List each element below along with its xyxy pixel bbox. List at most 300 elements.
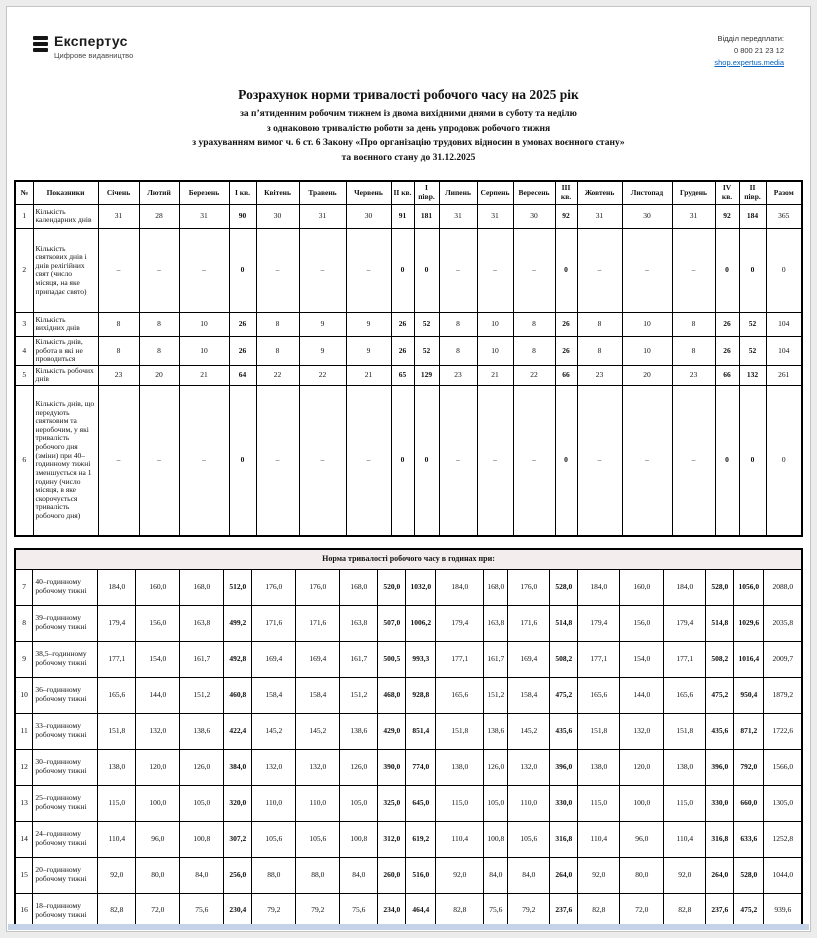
cell-value: 23 [439,365,477,385]
cell-value: – [477,228,513,312]
row-number: 8 [15,605,33,641]
cell-value: 105,6 [252,821,296,857]
cell-value: 30 [622,204,672,228]
cell-value: 176,0 [252,569,296,605]
cell-value: 177,1 [578,641,620,677]
cell-value: 105,6 [508,821,550,857]
cell-value: 82,8 [436,893,484,929]
cell-value: 256,0 [224,857,252,893]
cell-value: 151,8 [578,713,620,749]
page-subtitle-2: з однаковою тривалістю роботи за день упродовж робочого тижня [266,123,551,134]
cell-value: 168,0 [340,569,378,605]
cell-value: 429,0 [378,713,406,749]
footer-accent-bar [8,924,809,930]
cell-value: 184,0 [436,569,484,605]
cell-value: 144,0 [620,677,664,713]
cell-value: 26 [229,312,256,336]
cell-value: 8 [139,312,179,336]
cell-value: 22 [299,365,346,385]
page-subtitle-3: з урахуванням вимог ч. 6 ст. 6 Закону «Про організацію трудових відносин в умовах воєнного стану» [192,138,625,149]
cell-value: 79,2 [252,893,296,929]
cell-value: 52 [739,336,766,365]
cell-value: 132,0 [136,713,180,749]
cell-value: 79,2 [296,893,340,929]
cell-value: 110,0 [296,785,340,821]
cell-value: 176,0 [508,569,550,605]
cell-value: 365 [766,204,802,228]
cell-value: 169,4 [508,641,550,677]
cell-value: 179,4 [98,605,136,641]
cell-value: 151,2 [484,677,508,713]
cell-value: 165,6 [578,677,620,713]
table-row [15,677,802,713]
cell-value: 158,4 [296,677,340,713]
cell-value: 31 [672,204,715,228]
cell-value: 75,6 [340,893,378,929]
cell-value: 31 [179,204,229,228]
cell-value: 8 [256,336,299,365]
row-number: 16 [15,893,33,929]
document-title-block [7,87,810,166]
cell-value: 129 [414,365,439,385]
cell-value: 475,2 [550,677,578,713]
cell-value: 0 [739,386,766,536]
cell-value: 181 [414,204,439,228]
cell-value: 20 [622,365,672,385]
cell-value: 8 [139,336,179,365]
cell-value: 161,7 [484,641,508,677]
cell-value: 1044,0 [764,857,802,893]
cell-value: 100,8 [180,821,224,857]
cell-value: 10 [622,312,672,336]
cell-value: 88,0 [252,857,296,893]
cell-value: 316,8 [706,821,734,857]
row-label: Кількість днів, що передують святковим та неробочим, у які тривалість робочого дня (зміни) при 40–годинному тижні зменшується на 1 годину (число місяця, в яке скорочується тривалість робочого дня) [33,386,98,536]
cell-value: 132 [739,365,766,385]
cell-value: 492,8 [224,641,252,677]
cell-value: 110,4 [98,821,136,857]
cell-value: 156,0 [620,605,664,641]
cell-value: 307,2 [224,821,252,857]
cell-value: 132,0 [620,713,664,749]
cell-value: – [439,228,477,312]
cell-value: 2035,8 [764,605,802,641]
cell-value: 151,2 [180,677,224,713]
cell-value: 0 [229,386,256,536]
table-row [15,821,802,857]
cell-value: 31 [577,204,622,228]
row-number: 15 [15,857,33,893]
cell-value: 10 [477,336,513,365]
cell-value: 156,0 [136,605,180,641]
cell-value: 154,0 [620,641,664,677]
cell-value: 26 [229,336,256,365]
cell-value: 82,8 [578,893,620,929]
cell-value: 66 [715,365,739,385]
table-row [15,641,802,677]
page-subtitle-4: та воєнного стану до 31.12.2025 [341,153,476,164]
cell-value: 0 [715,386,739,536]
cell-value: 31 [98,204,139,228]
cell-value: 633,6 [734,821,764,857]
cell-value: 92,0 [664,857,706,893]
column-header: Грудень [672,181,715,205]
cell-value: 0 [229,228,256,312]
cell-value: 96,0 [136,821,180,857]
cell-value: 84,0 [340,857,378,893]
column-header: Березень [179,181,229,205]
cell-value: – [577,228,622,312]
cell-value: 514,8 [706,605,734,641]
cell-value: 115,0 [664,785,706,821]
cell-value: 330,0 [550,785,578,821]
cell-value: 126,0 [340,749,378,785]
row-label: 18–годинному робочому тижні [33,893,98,929]
cell-value: 8 [513,312,555,336]
cell-value: 512,0 [224,569,252,605]
cell-value: 26 [555,336,577,365]
cell-value: 184 [739,204,766,228]
cell-value: 132,0 [296,749,340,785]
cell-value: 151,8 [664,713,706,749]
cell-value: 184,0 [98,569,136,605]
cell-value: 105,0 [340,785,378,821]
row-label: Кількість вихідних днів [33,312,98,336]
cell-value: 171,6 [252,605,296,641]
cell-value: 514,8 [550,605,578,641]
cell-value: 237,6 [550,893,578,929]
cell-value: 330,0 [706,785,734,821]
cell-value: – [477,386,513,536]
cell-value: 184,0 [664,569,706,605]
cell-value: 475,2 [706,677,734,713]
cell-value: 158,4 [252,677,296,713]
cell-value: 384,0 [224,749,252,785]
column-header: Серпень [477,181,513,205]
cell-value: 171,6 [508,605,550,641]
cell-value: 179,4 [578,605,620,641]
row-label: 20–годинному робочому тижні [33,857,98,893]
cell-value: 0 [766,386,802,536]
cell-value: 468,0 [378,677,406,713]
cell-value: 110,0 [252,785,296,821]
cell-value: 92,0 [436,857,484,893]
cell-value: 100,8 [484,821,508,857]
cell-value: 144,0 [136,677,180,713]
cell-value: 179,4 [436,605,484,641]
cell-value: 163,8 [340,605,378,641]
document-page [6,6,811,932]
cell-value: 939,6 [764,893,802,929]
cell-value: 9 [346,312,391,336]
cell-value: 31 [439,204,477,228]
cell-value: 138,0 [664,749,706,785]
column-header: І кв. [229,181,256,205]
cell-value: 10 [179,336,229,365]
cell-value: 316,8 [550,821,578,857]
cell-value: 0 [414,386,439,536]
cell-value: 64 [229,365,256,385]
cell-value: 105,0 [180,785,224,821]
cell-value: 110,4 [436,821,484,857]
cell-value: 138,0 [436,749,484,785]
cell-value: 26 [391,312,414,336]
cell-value: 26 [391,336,414,365]
cell-value: 0 [555,386,577,536]
cell-value: 154,0 [136,641,180,677]
cell-value: 264,0 [706,857,734,893]
cell-value: 132,0 [508,749,550,785]
cell-value: 22 [256,365,299,385]
cell-value: 8 [577,336,622,365]
cell-value: 1032,0 [406,569,436,605]
table-row [15,857,802,893]
cell-value: 396,0 [550,749,578,785]
row-number: 6 [15,386,33,536]
table-row [15,569,802,605]
cell-value: 105,0 [484,785,508,821]
cell-value: 390,0 [378,749,406,785]
row-number: 3 [15,312,33,336]
cell-value: – [622,228,672,312]
cell-value: 100,0 [136,785,180,821]
row-number: 7 [15,569,33,605]
cell-value: – [346,386,391,536]
column-header: ІІІ кв. [555,181,577,205]
cell-value: 84,0 [484,857,508,893]
cell-value: 234,0 [378,893,406,929]
cell-value: 105,6 [296,821,340,857]
cell-value: 179,4 [664,605,706,641]
cell-value: 82,8 [664,893,706,929]
row-number: 13 [15,785,33,821]
cell-value: 26 [715,312,739,336]
row-label: 33–годинному робочому тижні [33,713,98,749]
cell-value: 30 [513,204,555,228]
cell-value: 168,0 [180,569,224,605]
cell-value: 23 [98,365,139,385]
cell-value: 168,0 [484,569,508,605]
table-row [15,386,802,536]
row-label: 39–годинному робочому тижні [33,605,98,641]
cell-value: 30 [346,204,391,228]
cell-value: 475,2 [734,893,764,929]
column-header: № [15,181,33,205]
cell-value: 66 [555,365,577,385]
cell-value: 9 [299,336,346,365]
row-number: 9 [15,641,33,677]
cell-value: – [622,386,672,536]
cell-value: 2088,0 [764,569,802,605]
cell-value: 90 [229,204,256,228]
cell-value: – [672,228,715,312]
cell-value: 260,0 [378,857,406,893]
row-number: 5 [15,365,33,385]
cell-value: 8 [256,312,299,336]
cell-value: – [179,228,229,312]
cell-value: 499,2 [224,605,252,641]
cell-value: 8 [513,336,555,365]
cell-value: 528,0 [706,569,734,605]
brand-name: Експертус [54,33,128,49]
cell-value: 75,6 [180,893,224,929]
cell-value: 161,7 [340,641,378,677]
cell-value: 115,0 [436,785,484,821]
cell-value: 237,6 [706,893,734,929]
cell-value: – [179,386,229,536]
row-label: 25–годинному робочому тижні [33,785,98,821]
cell-value: 151,8 [436,713,484,749]
table-row [15,749,802,785]
cell-value: 92,0 [98,857,136,893]
column-header: Лютий [139,181,179,205]
cell-value: 21 [477,365,513,385]
row-label: 24–годинному робочому тижні [33,821,98,857]
table-row [15,365,802,385]
cell-value: 774,0 [406,749,436,785]
cell-value: 0 [391,228,414,312]
working-hours-table [14,548,803,931]
cell-value: 950,4 [734,677,764,713]
cell-value: 176,0 [296,569,340,605]
cell-value: 28 [139,204,179,228]
row-number: 11 [15,713,33,749]
cell-value: 126,0 [484,749,508,785]
row-label: 30–годинному робочому тижні [33,749,98,785]
cell-value: 126,0 [180,749,224,785]
cell-value: 120,0 [136,749,180,785]
cell-value: 22 [513,365,555,385]
expertus-logo-icon [33,36,48,52]
cell-value: 10 [179,312,229,336]
cell-value: 84,0 [508,857,550,893]
column-header: Квітень [256,181,299,205]
cell-value: – [256,228,299,312]
cell-value: 8 [672,312,715,336]
table-row [15,713,802,749]
brand-block [33,33,133,60]
cell-value: 8 [98,336,139,365]
cell-value: 26 [715,336,739,365]
cell-value: 645,0 [406,785,436,821]
cell-value: 1016,4 [734,641,764,677]
cell-value: 0 [766,228,802,312]
cell-value: 264,0 [550,857,578,893]
cell-value: 165,6 [436,677,484,713]
cell-value: 8 [577,312,622,336]
column-header: ІІ півр. [739,181,766,205]
cell-value: – [577,386,622,536]
row-label: 38,5–годинному робочому тижні [33,641,98,677]
subscription-phone: 0 800 21 23 12 [733,46,784,55]
section-header: Норма тривалості робочого часу в годинах при: [15,549,802,570]
cell-value: 177,1 [98,641,136,677]
cell-value: 619,2 [406,821,436,857]
cell-value: 1305,0 [764,785,802,821]
cell-value: 0 [555,228,577,312]
cell-value: – [299,228,346,312]
cell-value: 82,8 [98,893,136,929]
cell-value: 508,2 [550,641,578,677]
column-header: Травень [299,181,346,205]
cell-value: 2009,7 [764,641,802,677]
column-header: Січень [98,181,139,205]
brand-tagline: Цифрове видавництво [54,51,134,60]
cell-value: 96,0 [620,821,664,857]
cell-value: 792,0 [734,749,764,785]
cell-value: – [139,386,179,536]
cell-value: 9 [299,312,346,336]
row-number: 12 [15,749,33,785]
page-header [7,7,810,69]
cell-value: 31 [477,204,513,228]
cell-value: – [139,228,179,312]
row-number: 2 [15,228,33,312]
cell-value: 516,0 [406,857,436,893]
row-label: Кількість днів, робота в які не проводиться [33,336,98,365]
cell-value: 138,6 [484,713,508,749]
cell-value: 84,0 [180,857,224,893]
cell-value: 1252,8 [764,821,802,857]
cell-value: 80,0 [136,857,180,893]
cell-value: – [256,386,299,536]
table-row [15,204,802,228]
row-label: Кількість календарних днів [33,204,98,228]
cell-value: 528,0 [550,569,578,605]
shop-link[interactable]: shop.expertus.media [714,58,784,67]
cell-value: 0 [414,228,439,312]
cell-value: 115,0 [578,785,620,821]
cell-value: 0 [739,228,766,312]
cell-value: 435,6 [550,713,578,749]
cell-value: 160,0 [620,569,664,605]
cell-value: 110,0 [508,785,550,821]
cell-value: 161,7 [180,641,224,677]
cell-value: 151,2 [340,677,378,713]
cell-value: 138,0 [98,749,136,785]
cell-value: 0 [715,228,739,312]
cell-value: 177,1 [664,641,706,677]
cell-value: 169,4 [252,641,296,677]
table-row [15,605,802,641]
cell-value: 30 [256,204,299,228]
column-header: ІІ кв. [391,181,414,205]
cell-value: 396,0 [706,749,734,785]
subscription-contact [714,33,784,69]
column-header: Разом [766,181,802,205]
cell-value: – [299,386,346,536]
column-header: І півр. [414,181,439,205]
table-row [15,785,802,821]
table-header-row [15,181,802,205]
table-row [15,312,802,336]
cell-value: 660,0 [734,785,764,821]
cell-value: 120,0 [620,749,664,785]
cell-value: 325,0 [378,785,406,821]
cell-value: 507,0 [378,605,406,641]
cell-value: 21 [346,365,391,385]
cell-value: 320,0 [224,785,252,821]
cell-value: 460,8 [224,677,252,713]
section-header-row [15,549,802,570]
cell-value: 100,0 [620,785,664,821]
cell-value: 20 [139,365,179,385]
cell-value: 88,0 [296,857,340,893]
cell-value: – [346,228,391,312]
cell-value: 165,6 [664,677,706,713]
cell-value: 312,0 [378,821,406,857]
cell-value: 1879,2 [764,677,802,713]
